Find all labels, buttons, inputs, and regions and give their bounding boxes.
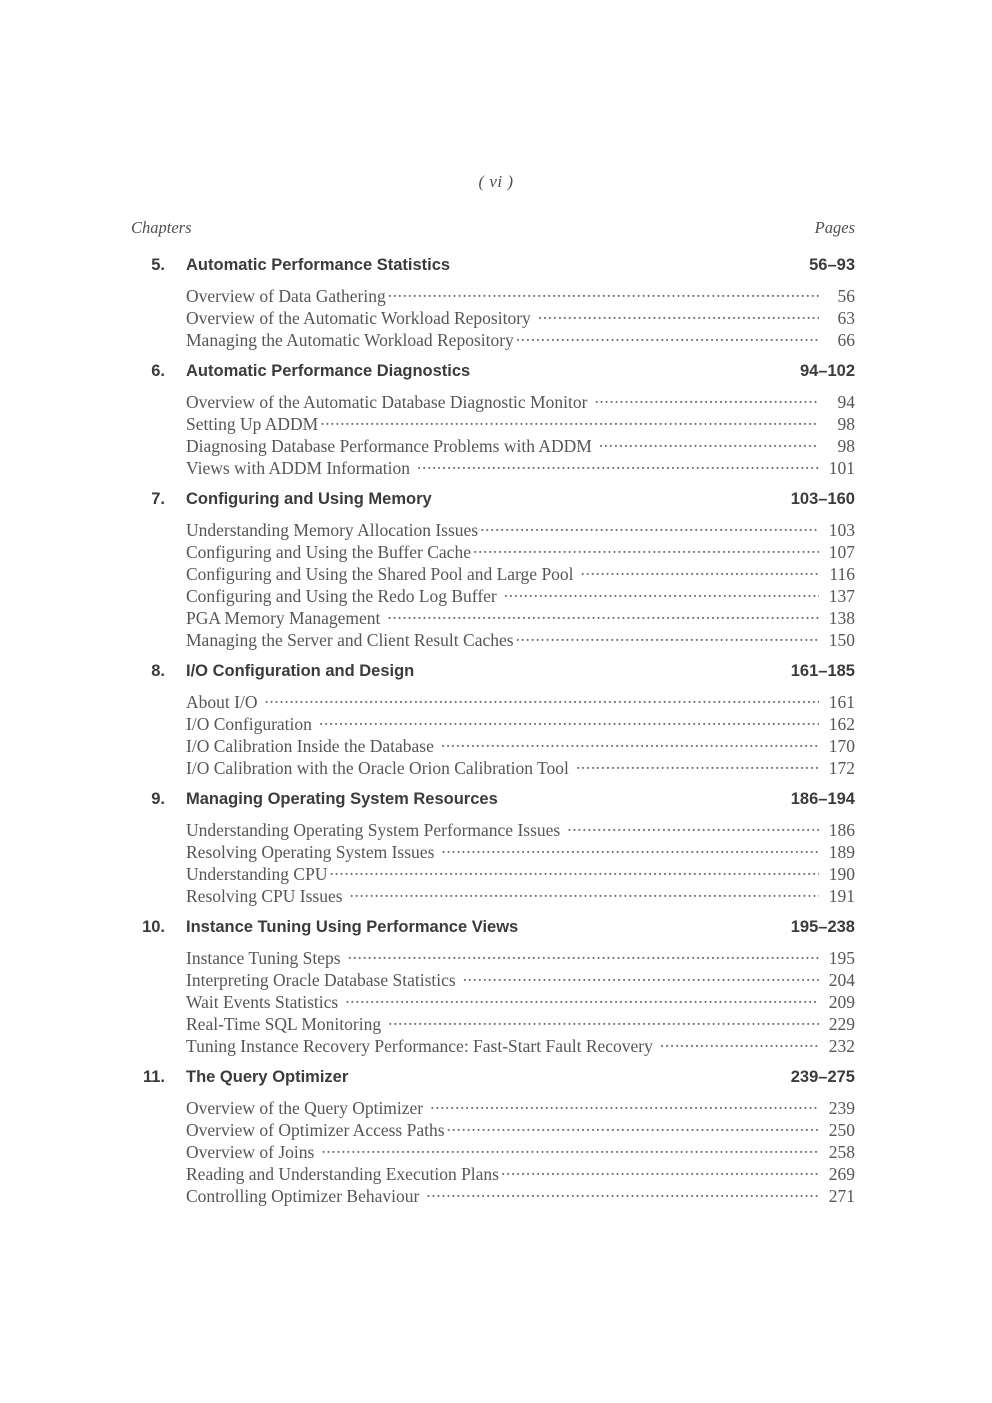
chapter-number: 5. (151, 256, 165, 274)
chapter-heading[interactable] (131, 659, 855, 684)
chapter-block (131, 1065, 855, 1206)
dot-leader (348, 942, 819, 964)
chapter-block (131, 787, 855, 906)
toc-entry-page-number: 162 (828, 714, 855, 734)
dot-leader (320, 408, 819, 430)
toc-entry-title: Wait Events Statistics (186, 992, 339, 1012)
toc-entry-page-number: 186 (828, 820, 855, 840)
chapter-page-range: 186–194 (790, 790, 855, 808)
dot-leader (387, 602, 819, 624)
toc-entry-title: Overview of the Automatic Workload Repository (186, 308, 531, 328)
dot-leader (430, 1092, 819, 1114)
chapter-number: 7. (151, 490, 165, 508)
chapter-title: Instance Tuning Using Performance Views (186, 918, 519, 936)
toc-entry-page-number: 209 (828, 992, 855, 1012)
toc-entry-title: Interpreting Oracle Database Statistics (186, 970, 456, 990)
toc-entry-page-number: 190 (828, 864, 855, 884)
dot-leader (516, 324, 819, 346)
chapter-page-range: 56–93 (809, 256, 855, 274)
column-headers (131, 218, 855, 238)
dot-leader (329, 858, 819, 880)
page-folio: ( vi ) (478, 172, 514, 191)
chapter-title: I/O Configuration and Design (186, 662, 415, 680)
toc-entry-title: Diagnosing Database Performance Problems with ADDM (186, 436, 592, 456)
toc-entry-page-number: 103 (828, 520, 855, 540)
toc-entry-title: Controlling Optimizer Behaviour (186, 1186, 420, 1206)
toc-entry-title: Configuring and Using the Redo Log Buffer (186, 586, 497, 606)
chapter-title: Managing Operating System Resources (186, 790, 498, 808)
chapter-entry-list (131, 278, 855, 350)
toc-entry-title: Instance Tuning Steps (186, 948, 341, 968)
chapter-heading[interactable] (131, 253, 855, 278)
dot-leader (576, 752, 819, 774)
toc-entry-title: Resolving CPU Issues (186, 886, 343, 906)
dot-leader (501, 1158, 819, 1180)
toc-entry-title: Reading and Understanding Execution Plans (186, 1164, 499, 1184)
toc-entry-page-number: 63 (837, 308, 855, 328)
toc-entry-page-number: 229 (828, 1014, 855, 1034)
toc-entry-title: I/O Configuration (186, 714, 312, 734)
chapter-entry-list (131, 1090, 855, 1206)
chapter-title: The Query Optimizer (186, 1068, 349, 1086)
toc-entry[interactable] (186, 686, 855, 712)
toc-entry-title: PGA Memory Management (186, 608, 381, 628)
chapter-number: 8. (151, 662, 165, 680)
chapter-number: 6. (151, 362, 165, 380)
toc-entry-page-number: 161 (828, 692, 855, 712)
chapter-block (131, 487, 855, 650)
dot-leader (319, 708, 819, 730)
chapter-heading[interactable] (131, 1065, 855, 1090)
chapter-block (131, 359, 855, 478)
chapter-page-range: 94–102 (799, 362, 855, 380)
dot-leader (473, 536, 819, 558)
toc-entry-page-number: 98 (837, 414, 855, 434)
toc-entry-page-number: 258 (828, 1142, 855, 1162)
chapter-heading[interactable] (131, 787, 855, 812)
dot-leader (417, 452, 819, 474)
chapter-number: 10. (142, 918, 165, 936)
chapter-title: Automatic Performance Statistics (186, 256, 451, 274)
dot-leader (264, 686, 819, 708)
chapter-block (131, 253, 855, 350)
toc-entry-page-number: 137 (828, 586, 855, 606)
toc-entry-title: Overview of Data Gathering (186, 286, 386, 306)
toc-entry-title: I/O Calibration Inside the Database (186, 736, 434, 756)
dot-leader (441, 730, 819, 752)
toc-entry-page-number: 56 (837, 286, 855, 306)
chapter-entry-list (131, 684, 855, 778)
toc-entry-page-number: 204 (828, 970, 855, 990)
toc-entry-title: Understanding Operating System Performance Issues (186, 820, 561, 840)
chapters-column-header: Chapters (131, 218, 192, 237)
pages-column-header: Pages (814, 218, 855, 237)
toc-entry-title: Real-Time SQL Monitoring (186, 1014, 382, 1034)
toc-entry-page-number: 232 (828, 1036, 855, 1056)
toc-entry[interactable] (186, 1092, 855, 1118)
toc-entry-title: Understanding CPU (186, 864, 328, 884)
toc-entry-title: Setting Up ADDM (186, 414, 319, 434)
toc-entry-page-number: 269 (828, 1164, 855, 1184)
toc-entry-page-number: 271 (828, 1186, 855, 1206)
toc-entry-page-number: 66 (837, 330, 855, 350)
dot-leader (441, 836, 819, 858)
dot-leader (388, 280, 819, 302)
chapter-page-range: 195–238 (790, 918, 855, 936)
dot-leader (567, 814, 819, 836)
toc-entry-page-number: 239 (828, 1098, 855, 1118)
toc-entry-page-number: 250 (828, 1120, 855, 1140)
toc-entry-title: Views with ADDM Information (186, 458, 410, 478)
chapter-entry-list (131, 512, 855, 650)
toc-entry-title: Managing the Server and Client Result Caches (186, 630, 514, 650)
toc-entry-page-number: 150 (828, 630, 855, 650)
toc-entry-title: Overview of Joins (186, 1142, 315, 1162)
toc-entry[interactable] (186, 708, 855, 734)
toc-entry-page-number: 107 (828, 542, 855, 562)
toc-entry-page-number: 98 (837, 436, 855, 456)
chapter-entry-list (131, 384, 855, 478)
chapter-page-range: 103–160 (790, 490, 855, 508)
toc-entry[interactable] (186, 386, 855, 412)
dot-leader (345, 986, 819, 1008)
dot-leader (447, 1114, 819, 1136)
toc-entry-page-number: 195 (828, 948, 855, 968)
toc-entry-title: Understanding Memory Allocation Issues (186, 520, 479, 540)
dot-leader (321, 1136, 819, 1158)
toc-entry[interactable] (186, 280, 855, 306)
toc-entry-title: Configuring and Using the Buffer Cache (186, 542, 471, 562)
toc-entry-title: Resolving Operating System Issues (186, 842, 435, 862)
dot-leader (463, 964, 819, 986)
toc-entry-page-number: 172 (828, 758, 855, 778)
dot-leader (350, 880, 819, 902)
toc-entry[interactable] (186, 814, 855, 840)
toc-entry-page-number: 101 (828, 458, 855, 478)
dot-leader (581, 558, 819, 580)
chapter-entry-list (131, 812, 855, 906)
toc-entry-page-number: 191 (828, 886, 855, 906)
toc-entry[interactable] (186, 942, 855, 968)
chapter-number: 9. (151, 790, 165, 808)
toc-entry-title: Configuring and Using the Shared Pool and Large Pool (186, 564, 574, 584)
toc-entry-title: Overview of the Automatic Database Diagnostic Monitor (186, 392, 588, 412)
chapter-block (131, 659, 855, 778)
chapter-heading[interactable] (131, 915, 855, 940)
dot-leader (504, 580, 819, 602)
toc-entry-title: I/O Calibration with the Oracle Orion Calibration Tool (186, 758, 569, 778)
toc-entry[interactable] (186, 514, 855, 540)
chapter-entry-list (131, 940, 855, 1056)
chapter-title: Configuring and Using Memory (186, 490, 432, 508)
toc-entry-title: Tuning Instance Recovery Performance: Fast-Start Fault Recovery (186, 1036, 653, 1056)
dot-leader (660, 1030, 819, 1052)
toc-entry-page-number: 189 (828, 842, 855, 862)
chapter-title: Automatic Performance Diagnostics (186, 362, 471, 380)
dot-leader (516, 624, 819, 646)
chapter-heading[interactable] (131, 487, 855, 512)
toc-entry-page-number: 170 (828, 736, 855, 756)
chapter-page-range: 239–275 (790, 1068, 855, 1086)
toc-entry-page-number: 138 (828, 608, 855, 628)
dot-leader (599, 430, 819, 452)
chapter-page-range: 161–185 (790, 662, 855, 680)
chapter-block (131, 915, 855, 1056)
table-of-contents (131, 253, 855, 1206)
toc-entry-title: Managing the Automatic Workload Repository (186, 330, 514, 350)
chapter-heading[interactable] (131, 359, 855, 384)
toc-entry-page-number: 94 (837, 392, 855, 412)
dot-leader (480, 514, 819, 536)
toc-entry-title: Overview of Optimizer Access Paths (186, 1120, 445, 1140)
chapter-number: 11. (142, 1068, 165, 1086)
toc-entry-title: Overview of the Query Optimizer (186, 1098, 424, 1118)
toc-entry-title: About I/O (186, 692, 258, 712)
dot-leader (388, 1008, 819, 1030)
dot-leader (538, 302, 819, 324)
dot-leader (426, 1180, 819, 1202)
dot-leader (594, 386, 819, 408)
toc-entry-page-number: 116 (829, 564, 855, 584)
